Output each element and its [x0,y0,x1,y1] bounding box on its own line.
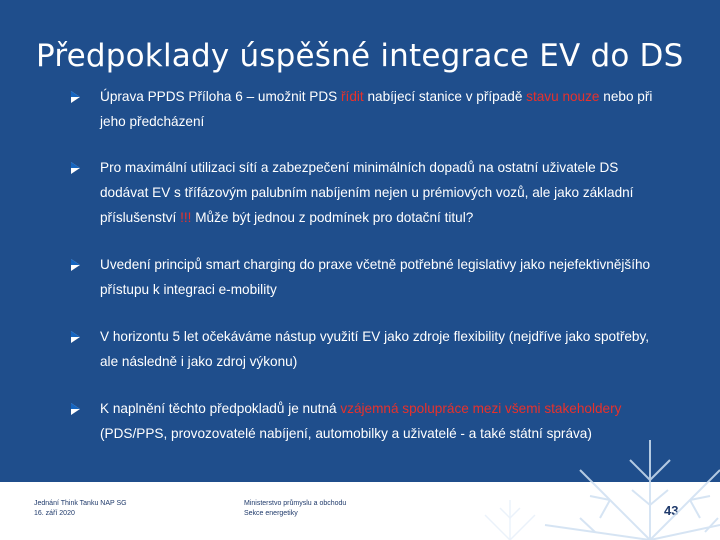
bullet-text [100,329,649,369]
bullet-text-run: nabíjecí stanice v případě [363,89,527,104]
arrow-right-icon [70,91,80,103]
slide-title: Předpoklady úspěšné integrace EV do DS [36,38,684,74]
footer-event-name: Jednání Think Tanku NAP SG [34,500,127,507]
arrow-right-icon [70,162,80,174]
footer-organization [244,499,346,519]
bullet-text [100,89,652,129]
highlighted-text: !!! [180,210,192,225]
bullet-item [62,84,662,134]
bullet-text [100,160,633,225]
footer-event-date: 16. září 2020 [34,510,75,517]
bullet-item [62,324,662,374]
highlighted-text: řídit [341,89,364,104]
highlighted-text: vzájemná spolupráce mezi všemi stakeholdery [340,401,622,416]
bullet-text-run: Uvedení principů smart charging do praxe včetně potřebné legislativy jako nejefektivnějšího přístupu k integraci e-mobility [100,257,651,297]
bullet-text-run: (PDS/PPS, provozovatelé nabíjení, automobilky a uživatelé - a také státní správa) [100,426,592,441]
bullet-list [62,84,662,446]
footer-ministry: Ministerstvo průmyslu a obchodu [244,500,347,507]
arrow-right-icon [70,259,80,271]
bullet-item [62,396,662,446]
footer [0,482,720,540]
bullet-text-run: K naplnění těchto předpokladů je nutná [100,401,341,416]
arrow-right-icon [70,403,80,415]
bullet-item [62,155,662,230]
footer-event [34,499,127,519]
page-number: 43 [664,503,679,518]
footer-section: Sekce energetiky [244,510,298,517]
bullet-text-run: nebo při jeho předcházení [100,89,653,129]
bullet-item [62,252,662,302]
highlighted-text: stavu nouze [526,89,600,104]
bullet-text-run: Úprava PPDS Příloha 6 – umožnit PDS [100,89,342,104]
bullet-text-run: Pro maximální utilizaci sítí a zabezpečení minimálních dopadů na ostatní uživatele DS dodávat EV s třífázovým palubním nabíjením nejen u prémiových vozů, ale jako základní příslušenství [100,160,634,225]
bullet-text-run: Může být jednou z podmínek pro dotační titul? [191,210,474,225]
arrow-right-icon [70,331,80,343]
bullet-text [100,257,650,297]
bullet-text [100,401,621,441]
bullet-text-run: V horizontu 5 let očekáváme nástup využití EV jako zdroje flexibility (nejdříve jako spotřeby, ale následně i jako zdroj výkonu) [100,329,650,369]
